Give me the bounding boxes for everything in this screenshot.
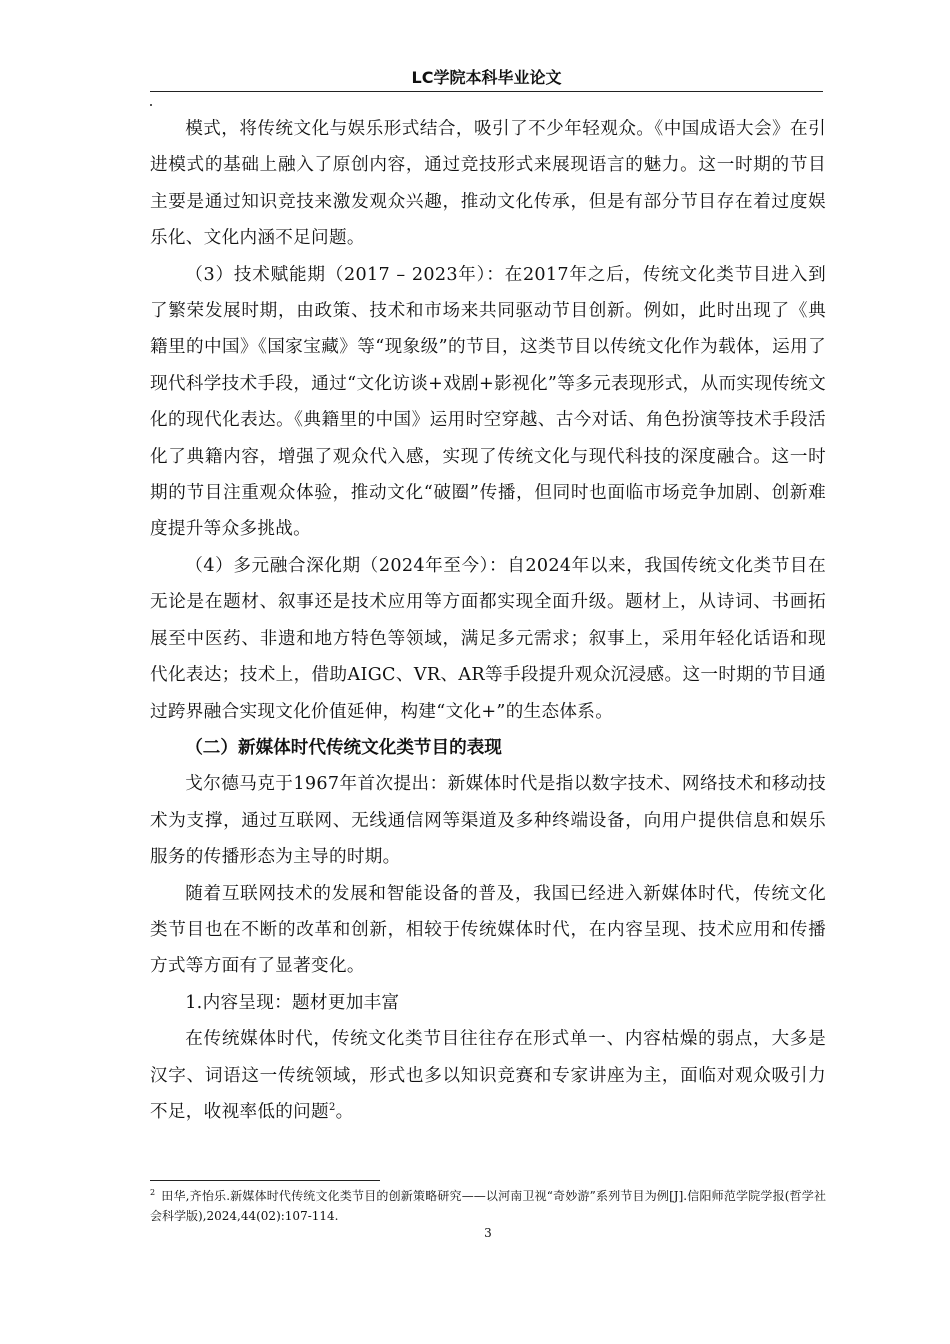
footnote-mark: 2 [150,1188,156,1197]
stray-mark [150,104,152,106]
header-divider [150,91,823,92]
paragraph-new-media-change: 随着互联网技术的发展和智能设备的普及，我国已经进入新媒体时代，传统文化类节目也在不断的改革和创新，相较于传统媒体时代，在内容呈现、技术应用和传播方式等方面有了显著变化。 [150,883,826,977]
paragraph-traditional-media [150,1021,826,1130]
page-header-title: LC学院本科毕业论文 [411,68,562,87]
subheading-content-presentation: 1.内容呈现：题材更加丰富 [185,992,400,1013]
section-heading: （二）新媒体时代传统文化类节目的表现 [185,736,502,758]
paragraph-continuation: 模式，将传统文化与娱乐形式结合，吸引了不少年轻观众。《中国成语大会》在引进模式的基础上融入了原创内容，通过竞技形式来展现语言的魅力。这一时期的节目主要是通过知识竞技来激发观众兴趣，推动文化传承，但是有部分节目存在着过度娱乐化、文化内涵不足问题。 [150,119,826,249]
paragraph-end-punctuation: 。 [335,1101,354,1122]
paragraph-new-media-definition: 戈尔德马克于1967年首次提出：新媒体时代是指以数字技术、网络技术和移动技术为支撑，通过互联网、无线通信网等渠道及多种终端设备，向用户提供信息和娱乐服务的传播形态为主导的时期。 [150,774,826,868]
page-number: 3 [484,1226,492,1240]
footnote-text: 田华,齐怡乐.新媒体时代传统文化类节目的创新策略研究——以河南卫视“奇妙游”系列节目为例[J].信阳师范学院学报(哲学社会科学版),2024,44(02):107-114. [150,1189,826,1223]
footnote-divider [150,1180,380,1181]
paragraph-tech-empowerment: （3）技术赋能期（2017 – 2023年）：在2017年之后，传统文化类节目进入到了繁荣发展时期，由政策、技术和市场来共同驱动节目创新。例如，此时出现了《典籍里的中国》《国家宝藏》等“现象级”的节目，这类节目以传统文化作为载体，运用了现代科学技术手段，通过“文化访谈+戏剧+影视化”等多元表现形式，从而实现传统文化的现代化表达。《典籍里的中国》运用时空穿越、古今对话、角色扮演等技术手段活化了典籍内容，增强了观众代入感，实现了传统文化与现代科技的深度融合。这一时期的节目注重观众体验，推动文化“破圈”传播，但同时也面临市场竞争加剧、创新难度提升等众多挑战。 [150,264,826,540]
footnote [150,1186,826,1226]
footnote-reference: 2 [328,1102,336,1114]
paragraph-multi-fusion: （4）多元融合深化期（2024年至今）：自2024年以来，我国传统文化类节目在无论是在题材、叙事还是技术应用等方面都实现全面升级。题材上，从诗词、书画拓展至中医药、非遗和地方特色等领域，满足多元需求；叙事上，采用年轻化话语和现代化表达；技术上，借助AIGC、VR、AR等手段提升观众沉浸感。这一时期的节目通过跨界融合实现文化价值延伸，构建“文化+”的生态体系。 [150,555,826,722]
paragraph-traditional-media-text: 在传统媒体时代，传统文化类节目往往存在形式单一、内容枯燥的弱点，大多是汉字、词语这一传统领域，形式也多以知识竞赛和专家讲座为主，面临对观众吸引力不足，收视率低的问题 [150,1029,826,1122]
body-text [150,111,826,1130]
